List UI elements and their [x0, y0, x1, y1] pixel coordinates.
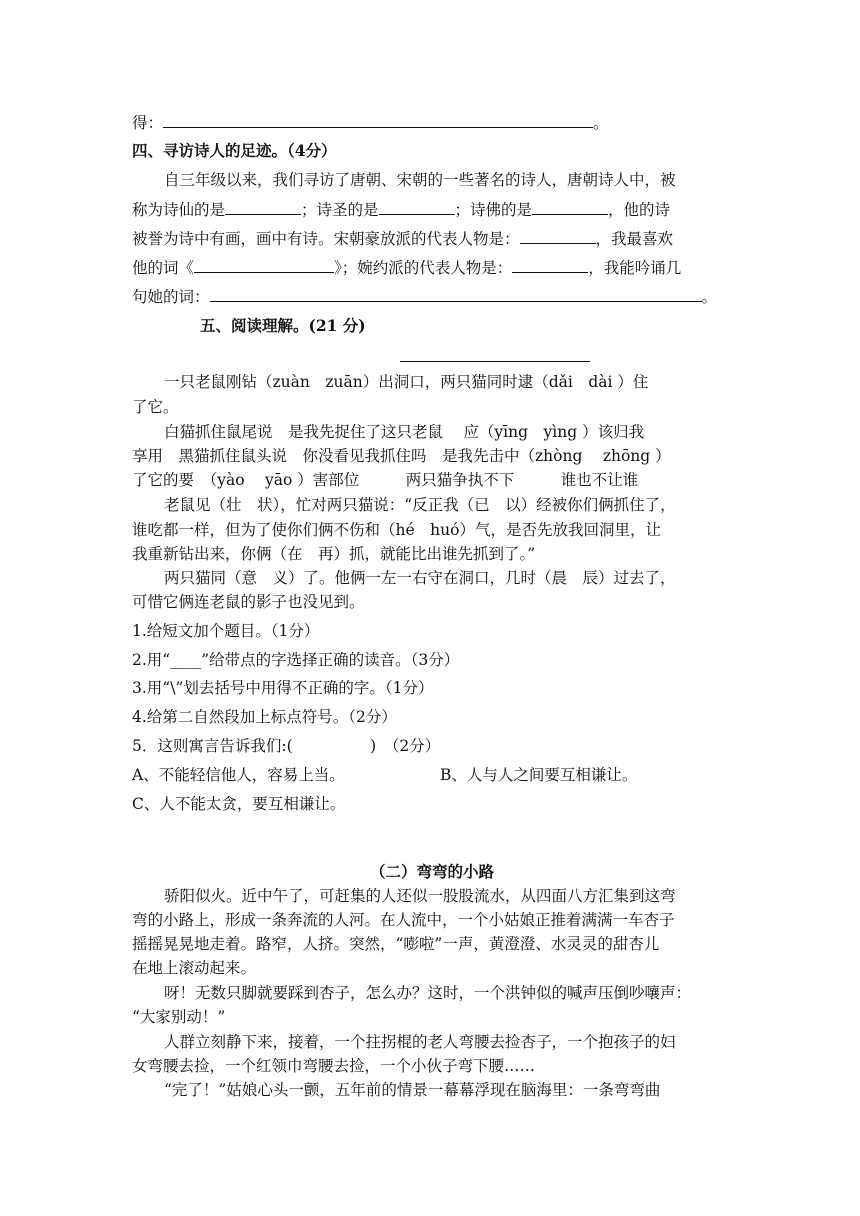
question-2: 2.用“____”给带点的字选择正确的读音。（3分）	[132, 651, 460, 669]
section4-line1: 自三年级以来，我们寻访了唐朝、宋朝的一些著名的诗人，唐朝诗人中，被	[164, 171, 676, 189]
s5-p3-l2: 谁吃都一样，但为了使你们俩不伤和（hé huó）气，是否先放我回洞里，让	[132, 521, 661, 539]
section4-line3	[132, 228, 732, 249]
wanyue-tail: ，我能吟诵几	[588, 259, 682, 277]
s5-p1-l1: 一只老鼠刚钻（zuàn zuān）出洞口，两只猫同时逮（dǎi dài ）住	[164, 373, 649, 391]
s5-p2-l1: 白猫抓住鼠尾说 是我先捉住了这只老鼠 应（yīng yìng ）该归我	[164, 423, 645, 441]
section5-heading: 五、阅读理解。(21 分)	[200, 316, 366, 335]
de-prefix: 得：	[132, 114, 164, 132]
s5-p4-l2: 可惜它俩连老鼠的影子也没见到。	[132, 593, 365, 611]
s5-p3-l1: 老鼠见（壮 状），忙对两只猫说：“反正我（已 以）经被你们俩抓住了，	[164, 496, 676, 514]
s5-p4-l1: 两只猫同（意 义）了。他俩一左一右守在洞口，几时（晨 辰）过去了，	[164, 569, 676, 587]
story-title-blank[interactable]	[400, 361, 590, 362]
s2-p3-l1: 人群立刻静下来，接着，一个拄拐棍的老人弯腰去捡杏子，一个抱孩子的妇	[164, 1033, 676, 1051]
ci-title-blank[interactable]	[194, 257, 334, 273]
de-blank[interactable]	[163, 112, 593, 128]
recite-label: 句她的词：	[132, 288, 210, 306]
s2-p2-l1: 呀！无数只脚就要踩到杏子，怎么办？这时，一个洪钟似的喊声压倒吵嚷声：	[164, 984, 692, 1002]
story2-title: （二）弯弯的小路	[369, 862, 494, 881]
poet-buddha-tail: ，他的诗	[608, 201, 671, 219]
answer-line-de	[132, 112, 732, 133]
poet-sage-label: ；诗圣的是	[301, 201, 379, 219]
question-3: 3.用“\”划去括号中用得不正确的字。（1分）	[132, 679, 434, 697]
option-a[interactable]: A、不能轻信他人，容易上当。	[132, 766, 345, 784]
option-c[interactable]: C、人不能太贪，要互相谦让。	[132, 795, 346, 813]
s2-p1-l2: 弯的小路上，形成一条奔流的人河。在人流中，一个小姑娘正推着满满一车杏子	[132, 911, 675, 929]
s5-p3-l3: 我重新钻出来，你俩（在 再）抓，就能比出谁先抓到了。”	[132, 545, 536, 563]
poet-immortal-blank[interactable]	[225, 199, 301, 215]
question-5: 5．这则寓言告诉我们:( ) （2分）	[132, 737, 441, 755]
question-4: 4.给第二自然段加上标点符号。（2分）	[132, 708, 397, 726]
wanyue-blank[interactable]	[512, 257, 588, 273]
ci-open: 他的词《	[132, 259, 195, 277]
option-b[interactable]: B、人与人之间要互相谦让。	[440, 766, 638, 784]
section4-line4	[132, 257, 732, 278]
haofang-blank[interactable]	[520, 228, 596, 244]
s2-p2-l2: “大家别动！”	[132, 1008, 226, 1026]
section4-line5	[132, 286, 732, 307]
s2-p1-l3: 摇摇晃晃地走着。路窄，人挤。突然，“嘭啦”一声，黄澄澄、水灵灵的甜杏儿	[132, 935, 660, 953]
poet-buddha-label: ；诗佛的是	[454, 201, 533, 219]
s5-p1-l2: 了它。	[132, 398, 179, 416]
haofang-label: 被誉为诗中有画，画中有诗。宋朝豪放派的代表人物是：	[132, 230, 520, 248]
poet-sage-blank[interactable]	[379, 199, 455, 215]
recite-end: 。	[701, 288, 718, 306]
poet-buddha-blank[interactable]	[532, 199, 608, 215]
s2-p1-l4: 在地上滚动起来。	[132, 959, 257, 977]
poet-immortal-label: 称为诗仙的是	[132, 201, 226, 219]
de-end: 。	[593, 114, 609, 132]
s5-p2-l3: 了它的要 （yào yāo ）害部位 两只猫争执不下 谁也不让谁	[132, 471, 639, 489]
s2-p3-l2: 女弯腰去捡，一个红领巾弯腰去捡，一个小伙子弯下腰……	[132, 1057, 536, 1075]
section4-line2	[132, 199, 732, 220]
wanyue-label: 》；婉约派的代表人物是：	[334, 259, 513, 277]
haofang-tail: ，我最喜欢	[595, 230, 674, 248]
s2-p4-l1: “完了！”姑娘心头一颤，五年前的情景一幕幕浮现在脑海里：一条弯弯曲	[164, 1081, 661, 1099]
s2-p1-l1: 骄阳似火。近中午了，可赶集的人还似一股股流水，从四面八方汇集到这弯	[164, 887, 676, 905]
recite-blank[interactable]	[210, 286, 702, 302]
s5-p2-l2: 享用 黑猫抓住鼠头说 你没看见我抓住吗 是我先击中（zhòng zhōng ）	[132, 447, 671, 465]
question-1: 1.给短文加个题目。（1分）	[132, 622, 320, 640]
section4-heading: 四、寻访诗人的足迹。（4分）	[132, 141, 337, 160]
